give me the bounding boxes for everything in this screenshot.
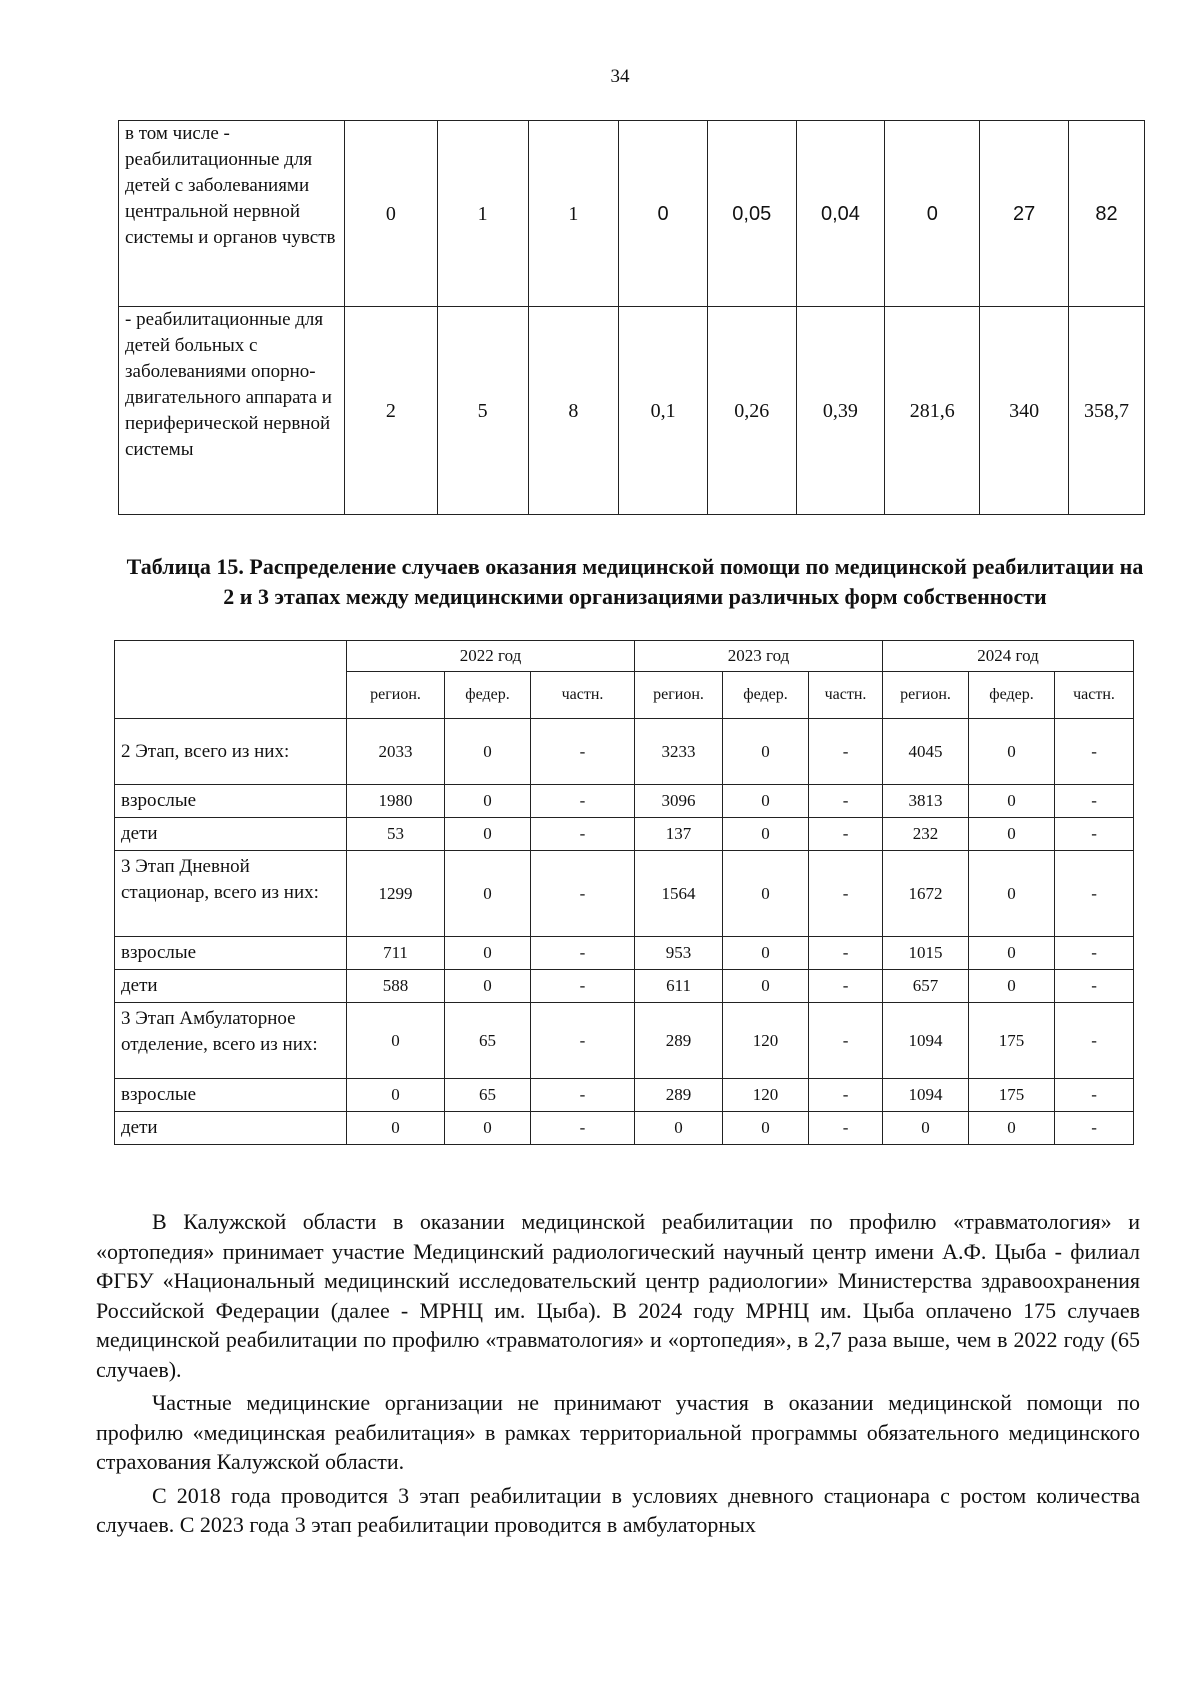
table-cell: 1094 [883,1079,969,1112]
table-cell: 0 [723,937,809,970]
table-cell: - [531,719,635,785]
table-cell: 0 [619,121,708,307]
table-cell: - [809,1112,883,1145]
table-cell: 232 [883,818,969,851]
table-cell: 0 [445,785,531,818]
table-row [115,719,1134,785]
table-cell: - [531,1003,635,1079]
table-cell: - [1055,785,1134,818]
table-cell: 0,26 [707,307,796,515]
table-cell: 0 [969,785,1055,818]
table-cell: 0 [885,121,980,307]
table-cell: - [531,970,635,1003]
row-label: - реабилитационные для детей больных с заболеваниями опорно-двигательного аппарата и периферической нервной системы [119,307,345,515]
continued-table [118,120,1145,515]
table-cell: 2033 [347,719,445,785]
table-cell: 0 [445,818,531,851]
table-cell: - [809,818,883,851]
table-cell: 1672 [883,851,969,937]
table-cell: - [1055,1079,1134,1112]
column-header: регион. [347,672,445,719]
table-cell: 137 [635,818,723,851]
table-cell: 1980 [347,785,445,818]
table-15 [114,640,1134,1145]
table-cell: - [531,785,635,818]
table-cell: - [809,970,883,1003]
table-cell: - [809,719,883,785]
column-header: федер. [969,672,1055,719]
table-cell: 65 [445,1003,531,1079]
table-cell: 0 [347,1003,445,1079]
table-cell: - [531,1079,635,1112]
table-cell: 0 [723,719,809,785]
table-cell: 0 [969,818,1055,851]
table-cell: 8 [528,307,619,515]
table-cell: 0 [723,851,809,937]
table-cell: 0 [344,121,437,307]
table-cell: 0 [969,1112,1055,1145]
table-cell: 358,7 [1068,307,1144,515]
table-cell: 0 [723,785,809,818]
table-cell: 65 [445,1079,531,1112]
table-row [115,818,1134,851]
table-cell: 4045 [883,719,969,785]
row-label: дети [115,1112,347,1145]
table-cell: - [1055,818,1134,851]
table-cell: 0 [723,970,809,1003]
table-cell: 3096 [635,785,723,818]
table-cell: 27 [980,121,1069,307]
table-cell: 711 [347,937,445,970]
table-row [115,970,1134,1003]
table-cell: - [809,1003,883,1079]
row-label: в том числе - реабилитационные для детей с заболеваниями центральной нервной системы и органов чувств [119,121,345,307]
table-cell: - [1055,1112,1134,1145]
row-label: дети [115,818,347,851]
table-cell: 0,05 [707,121,796,307]
table-cell: 1094 [883,1003,969,1079]
table-row [115,937,1134,970]
table-cell: 588 [347,970,445,1003]
paragraph: С 2018 года проводится 3 этап реабилитации в условиях дневного стационара с ростом количества случаев. С 2023 года 3 этап реабилитации проводится в амбулаторных [96,1482,1140,1537]
table-cell: 0 [347,1079,445,1112]
table-cell: - [531,937,635,970]
table-cell: 0 [445,937,531,970]
table-cell: 0 [723,1112,809,1145]
table-cell: 120 [723,1003,809,1079]
table-cell: 0 [883,1112,969,1145]
table-cell: 2 [344,307,437,515]
table-cell: 340 [980,307,1069,515]
table-cell: - [1055,719,1134,785]
table-cell: - [531,818,635,851]
table-cell: 611 [635,970,723,1003]
table-cell: 0 [969,937,1055,970]
table-row [119,307,1145,515]
row-label: 3 Этап Амбулаторное отделение, всего из них: [115,1003,347,1079]
year-header: 2022 год [347,641,635,672]
table-cell: 657 [883,970,969,1003]
table-cell: 82 [1068,121,1144,307]
table-cell: 1015 [883,937,969,970]
table-cell: - [531,1112,635,1145]
table-cell: 0 [445,1112,531,1145]
column-header: регион. [635,672,723,719]
year-header: 2024 год [883,641,1134,672]
table-row [115,785,1134,818]
table-cell: 53 [347,818,445,851]
table-row [115,1079,1134,1112]
table-cell: - [809,785,883,818]
row-label: взрослые [115,1079,347,1112]
page-number: 34 [610,66,630,87]
table-cell: - [1055,851,1134,937]
row-label: взрослые [115,937,347,970]
row-label: 3 Этап Дневной стационар, всего из них: [115,851,347,937]
table-cell: 0 [969,970,1055,1003]
table-cell: 0 [969,719,1055,785]
column-header: частн. [531,672,635,719]
table-cell: 0 [445,719,531,785]
table-cell: 281,6 [885,307,980,515]
table-cell: 1 [528,121,619,307]
table-cell: 0 [723,818,809,851]
table-row [115,1003,1134,1079]
table-title: Таблица 15. Распределение случаев оказания медицинской помощи по медицинской реабилитации на 2 и 3 этапах между медицинскими организациями различных форм собственности [126,554,1144,609]
table-row [115,1112,1134,1145]
row-label: дети [115,970,347,1003]
table-cell: - [809,1079,883,1112]
table-cell: - [1055,937,1134,970]
year-header: 2023 год [635,641,883,672]
table-cell: - [809,937,883,970]
table-cell: 1 [437,121,528,307]
table-cell: 0,04 [796,121,885,307]
table-cell: 1299 [347,851,445,937]
table-cell: 289 [635,1079,723,1112]
table-cell: 3813 [883,785,969,818]
table-cell: - [531,851,635,937]
table-cell: 120 [723,1079,809,1112]
row-label: 2 Этап, всего из них: [115,719,347,785]
table-cell: 289 [635,1003,723,1079]
table-cell: - [809,851,883,937]
table-cell: 953 [635,937,723,970]
column-header: федер. [445,672,531,719]
table-cell: 0 [445,970,531,1003]
column-header: частн. [1055,672,1134,719]
header-blank-cell [115,641,347,719]
column-header: федер. [723,672,809,719]
table-header-row [115,641,1134,672]
table-cell: 5 [437,307,528,515]
table-cell: 0 [445,851,531,937]
table-cell: 1564 [635,851,723,937]
table-cell: 0,39 [796,307,885,515]
paragraph: Частные медицинские организации не принимают участия в оказании медицинской помощи по профилю «медицинская реабилитация» в рамках территориальной программы обязательного медицинского страхования Калужской области. [96,1390,1140,1474]
table-cell: - [1055,1003,1134,1079]
table-cell: 3233 [635,719,723,785]
table-cell: 175 [969,1003,1055,1079]
column-header: регион. [883,672,969,719]
table-cell: 0 [969,851,1055,937]
table-cell: 175 [969,1079,1055,1112]
table-cell: 0 [347,1112,445,1145]
row-label: взрослые [115,785,347,818]
table-cell: - [1055,970,1134,1003]
body-text [96,1207,1140,1544]
paragraph: В Калужской области в оказании медицинской реабилитации по профилю «травматология» и «ортопедия» принимает участие Медицинский радиологический научный центр имени А.Ф. Цыба - филиал ФГБУ «Национальный медицинский исследовательский центр радиологии» Министерства здравоохранения Российской Федерации (далее - МРНЦ им. Цыба). В 2024 году МРНЦ им. Цыба оплачено 175 случаев медицинской реабилитации по профилю «травматология» и «ортопедия», в 2,7 раза выше, чем в 2022 году (65 случаев). [96,1209,1140,1382]
table-cell: 0 [635,1112,723,1145]
table-row [119,121,1145,307]
table-row [115,851,1134,937]
table-cell: 0,1 [619,307,708,515]
column-header: частн. [809,672,883,719]
